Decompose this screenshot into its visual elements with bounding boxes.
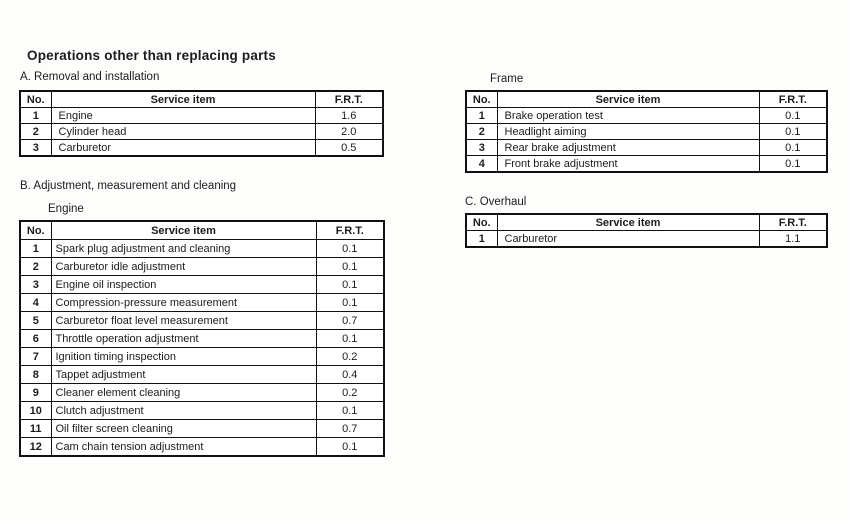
row-no: 8 — [20, 366, 51, 384]
table-row — [20, 276, 384, 294]
page-title: Operations other than replacing parts — [27, 48, 276, 63]
row-service-item: Ignition timing inspection — [51, 348, 316, 366]
table-row — [20, 402, 384, 420]
frame-section-label: Frame — [490, 73, 524, 85]
header-no: No. — [466, 214, 497, 231]
row-service-item: Headlight aiming — [497, 124, 759, 140]
engine-sublabel: Engine — [48, 203, 84, 215]
table-header-row — [20, 91, 383, 108]
header-frt: F.R.T. — [316, 221, 384, 240]
header-item: Service item — [51, 221, 316, 240]
section-a-label: A. Removal and installation — [20, 71, 160, 83]
row-service-item: Carburetor idle adjustment — [51, 258, 316, 276]
row-no: 3 — [466, 140, 497, 156]
section-c-label: C. Overhaul — [465, 196, 527, 208]
row-no: 4 — [20, 294, 51, 312]
table-row — [20, 312, 384, 330]
row-service-item: Spark plug adjustment and cleaning — [51, 240, 316, 258]
row-service-item: Tappet adjustment — [51, 366, 316, 384]
row-service-item: Rear brake adjustment — [497, 140, 759, 156]
table-row — [20, 140, 383, 157]
row-no: 2 — [20, 258, 51, 276]
row-service-item: Front brake adjustment — [497, 156, 759, 173]
table-row — [20, 348, 384, 366]
row-no: 10 — [20, 402, 51, 420]
row-frt: 0.1 — [316, 240, 384, 258]
header-no: No. — [20, 91, 51, 108]
table-row — [20, 384, 384, 402]
table-row — [20, 330, 384, 348]
table-row — [466, 231, 827, 248]
row-service-item: Throttle operation adjustment — [51, 330, 316, 348]
row-service-item: Engine — [51, 108, 315, 124]
row-frt: 0.7 — [316, 420, 384, 438]
row-no: 6 — [20, 330, 51, 348]
frame-table — [465, 90, 828, 173]
removal-table — [19, 90, 384, 157]
row-frt: 0.1 — [316, 330, 384, 348]
row-frt: 0.2 — [316, 348, 384, 366]
row-frt: 0.1 — [759, 156, 827, 173]
row-no: 2 — [466, 124, 497, 140]
row-frt: 0.7 — [316, 312, 384, 330]
row-no: 9 — [20, 384, 51, 402]
header-item: Service item — [51, 91, 315, 108]
row-no: 1 — [20, 108, 51, 124]
row-service-item: Carburetor — [497, 231, 759, 248]
row-no: 7 — [20, 348, 51, 366]
table-row — [20, 258, 384, 276]
row-frt: 0.2 — [316, 384, 384, 402]
row-frt: 1.1 — [759, 231, 827, 248]
table-row — [20, 240, 384, 258]
table-row — [20, 438, 384, 457]
row-frt: 0.4 — [316, 366, 384, 384]
table-row — [20, 366, 384, 384]
row-frt: 0.1 — [316, 294, 384, 312]
row-service-item: Engine oil inspection — [51, 276, 316, 294]
header-no: No. — [20, 221, 51, 240]
header-frt: F.R.T. — [759, 214, 827, 231]
row-service-item: Carburetor — [51, 140, 315, 157]
table-header-row — [466, 91, 827, 108]
row-no: 1 — [20, 240, 51, 258]
row-service-item: Cam chain tension adjustment — [51, 438, 316, 457]
section-b-label: B. Adjustment, measurement and cleaning — [20, 180, 237, 192]
row-service-item: Cylinder head — [51, 124, 315, 140]
table-row — [20, 420, 384, 438]
row-no: 2 — [20, 124, 51, 140]
row-frt: 0.1 — [316, 258, 384, 276]
row-frt: 0.1 — [759, 108, 827, 124]
row-no: 4 — [466, 156, 497, 173]
header-frt: F.R.T. — [759, 91, 827, 108]
row-service-item: Compression-pressure measurement — [51, 294, 316, 312]
overhaul-table — [465, 213, 828, 248]
row-service-item: Cleaner element cleaning — [51, 384, 316, 402]
row-service-item: Carburetor float level measurement — [51, 312, 316, 330]
table-row — [466, 124, 827, 140]
row-service-item: Oil filter screen cleaning — [51, 420, 316, 438]
table-row — [466, 140, 827, 156]
header-no: No. — [466, 91, 497, 108]
table-row — [20, 294, 384, 312]
table-row — [20, 124, 383, 140]
row-frt: 1.6 — [315, 108, 383, 124]
table-row — [466, 108, 827, 124]
row-frt: 0.1 — [316, 402, 384, 420]
row-frt: 0.1 — [759, 140, 827, 156]
header-frt: F.R.T. — [315, 91, 383, 108]
table-row — [20, 108, 383, 124]
row-service-item: Brake operation test — [497, 108, 759, 124]
row-frt: 0.1 — [316, 276, 384, 294]
row-frt: 0.1 — [759, 124, 827, 140]
row-no: 1 — [466, 108, 497, 124]
table-header-row — [466, 214, 827, 231]
row-no: 5 — [20, 312, 51, 330]
row-no: 11 — [20, 420, 51, 438]
header-item: Service item — [497, 91, 759, 108]
row-no: 12 — [20, 438, 51, 457]
row-frt: 0.5 — [315, 140, 383, 157]
row-frt: 0.1 — [316, 438, 384, 457]
row-service-item: Clutch adjustment — [51, 402, 316, 420]
table-header-row — [20, 221, 384, 240]
row-no: 3 — [20, 140, 51, 157]
row-no: 1 — [466, 231, 497, 248]
row-no: 3 — [20, 276, 51, 294]
row-frt: 2.0 — [315, 124, 383, 140]
table-row — [466, 156, 827, 173]
header-item: Service item — [497, 214, 759, 231]
engine-adjustment-table — [19, 220, 385, 457]
